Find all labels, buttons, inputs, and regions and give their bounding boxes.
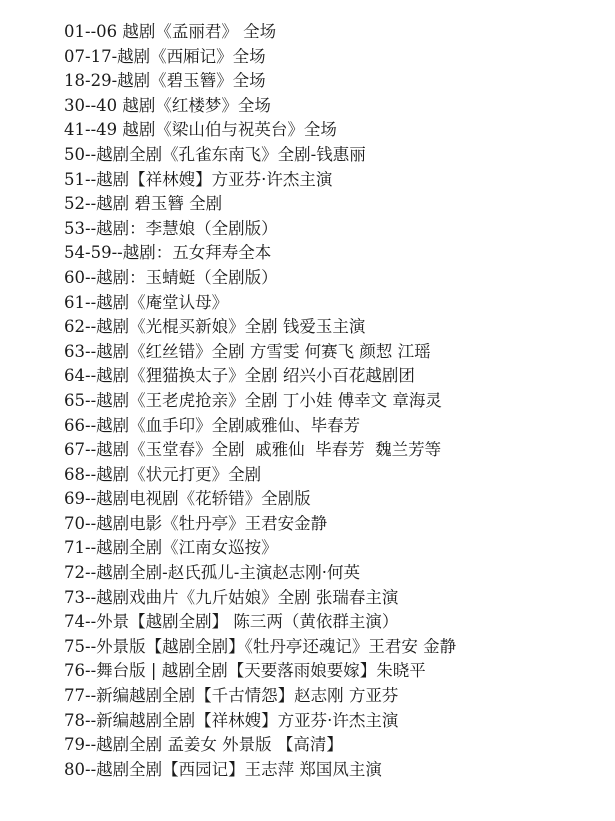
list-item: 71--越剧全剧《江南女巡按》 bbox=[64, 538, 278, 558]
list-item: 54-59--越剧：五女拜寿全本 bbox=[64, 243, 272, 263]
list-item: 74--外景【越剧全剧】 陈三两（黄依群主演） bbox=[64, 612, 399, 632]
list-item: 80--越剧全剧【西园记】王志萍 郑国凤主演 bbox=[64, 759, 382, 779]
list-item: 63--越剧《红丝错》全剧 方雪雯 何赛飞 颜恝 江瑶 bbox=[64, 341, 431, 361]
list-item: 65--越剧《王老虎抢亲》全剧 丁小娃 傅幸文 章海灵 bbox=[64, 390, 442, 410]
list-item: 67--越剧《玉堂春》全剧 戚雅仙 毕春芳 魏兰芳等 bbox=[64, 440, 442, 460]
list-item: 61--越剧《庵堂认母》 bbox=[64, 292, 229, 312]
list-item: 70--越剧电影《牡丹亭》王君安金静 bbox=[64, 513, 328, 533]
list-item: 76--舞台版 | 越剧全剧【天要落雨娘要嫁】朱晓平 bbox=[64, 661, 426, 681]
list-item: 52--越剧 碧玉簪 全剧 bbox=[64, 194, 223, 214]
list-item: 51--越剧【祥林嫂】方亚芬·许杰主演 bbox=[64, 169, 333, 189]
opera-list bbox=[64, 20, 604, 782]
list-item: 68--越剧《状元打更》全剧 bbox=[64, 464, 262, 484]
list-item: 07-17-越剧《西厢记》全场 bbox=[64, 46, 266, 66]
list-item: 78--新编越剧全剧【祥林嫂】方亚芬·许杰主演 bbox=[64, 710, 399, 730]
list-item: 50--越剧全剧《孔雀东南飞》全剧-钱惠丽 bbox=[64, 144, 366, 164]
list-item: 30--40 越剧《红楼梦》全场 bbox=[64, 95, 271, 115]
list-item: 64--越剧《狸猫换太子》全剧 绍兴小百花越剧团 bbox=[64, 366, 415, 386]
list-item: 66--越剧《血手印》全剧戚雅仙、毕春芳 bbox=[64, 415, 361, 435]
list-item: 72--越剧全剧-赵氏孤儿-主演赵志刚·何英 bbox=[64, 563, 361, 583]
list-item: 53--越剧：李慧娘（全剧版） bbox=[64, 218, 278, 238]
list-item: 41--49 越剧《梁山伯与祝英台》全场 bbox=[64, 120, 337, 140]
list-item: 18-29-越剧《碧玉簪》全场 bbox=[64, 71, 266, 91]
list-item: 77--新编越剧全剧【千古情怨】赵志刚 方亚芬 bbox=[64, 686, 399, 706]
list-item: 62--越剧《光棍买新娘》全剧 钱爱玉主演 bbox=[64, 317, 366, 337]
list-item: 73--越剧戏曲片《九斤姑娘》全剧 张瑞春主演 bbox=[64, 587, 399, 607]
list-item: 79--越剧全剧 孟姜女 外景版 【高清】 bbox=[64, 735, 343, 755]
list-item: 01--06 越剧《孟丽君》 全场 bbox=[64, 22, 277, 41]
list-item: 75--外景版【越剧全剧】《牡丹亭还魂记》王君安 金静 bbox=[64, 636, 457, 656]
list-item: 69--越剧电视剧《花轿错》全剧版 bbox=[64, 489, 311, 509]
list-item: 60--越剧：玉蜻蜓（全剧版） bbox=[64, 267, 278, 287]
